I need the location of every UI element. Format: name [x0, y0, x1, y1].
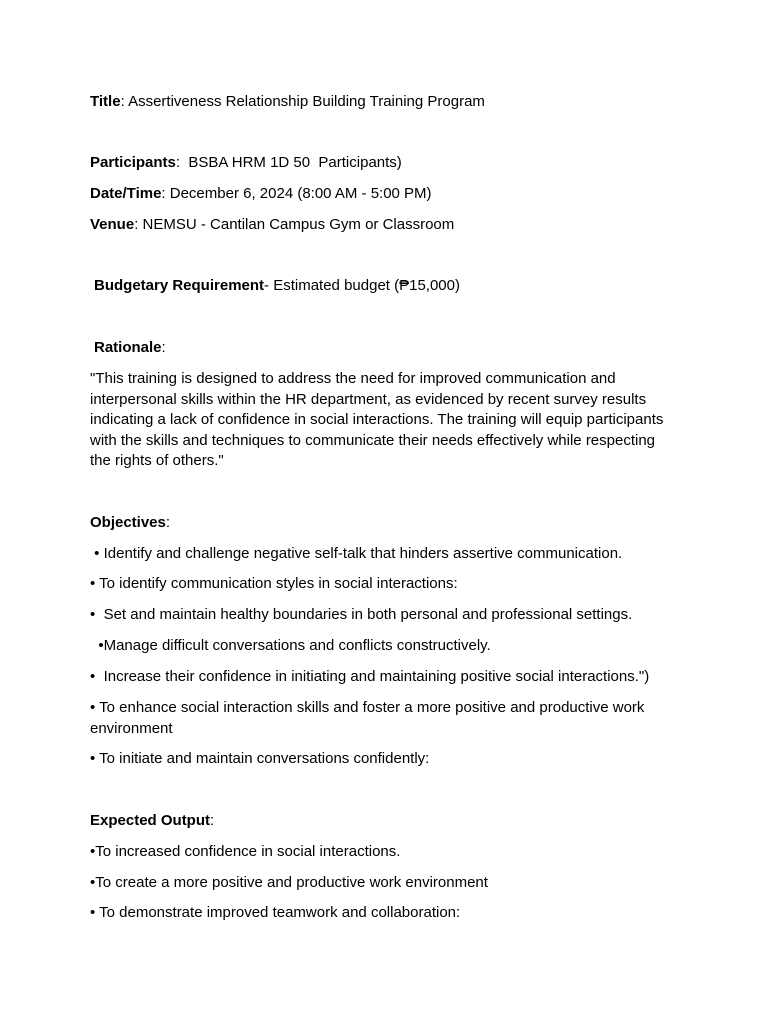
objective-item: • To initiate and maintain conversations confidently:	[90, 750, 430, 767]
objective-item: • Identify and challenge negative self-talk that hinders assertive communication.	[90, 545, 623, 562]
datetime-line	[90, 184, 690, 204]
objective-item: • Increase their confidence in initiating and maintaining positive social interactions.")	[90, 668, 650, 685]
rationale-heading	[94, 338, 694, 358]
datetime-label: Date/Time	[90, 185, 162, 202]
expected-output-label: Expected Output	[90, 812, 211, 829]
venue-label: Venue	[90, 216, 135, 233]
objective-item: • Set and maintain healthy boundaries in both personal and professional settings.	[90, 606, 633, 623]
venue-line	[90, 215, 690, 235]
rationale-colon: :	[161, 339, 166, 356]
objectives-label: Objectives	[90, 514, 166, 531]
datetime-value: : December 6, 2024 (8:00 AM - 5:00 PM)	[161, 185, 432, 202]
title-line	[90, 92, 690, 112]
rationale-text: "This training is designed to address the need for improved communication and interpersonal skills within the HR department, as evidenced by recent survey results indicating a lack of confidence in social interactions. The training will equip participants with the skills and techniques to communicate their needs effectively while respecting the rights of others."	[90, 370, 664, 469]
title-label: Title	[90, 93, 121, 110]
participants-label: Participants	[90, 154, 176, 171]
participants-value: : BSBA HRM 1D 50 Participants)	[175, 154, 402, 171]
objective-item: • To identify communication styles in social interactions:	[90, 575, 458, 592]
budget-line	[94, 276, 694, 296]
objectives-heading	[90, 513, 690, 533]
objectives-colon: :	[165, 514, 171, 531]
rationale-label: Rationale	[94, 339, 162, 356]
title-value: : Assertiveness Relationship Building Training Program	[120, 93, 485, 110]
expected-output-colon: :	[210, 812, 215, 829]
expected-output-heading	[90, 811, 690, 831]
budget-value: - Estimated budget (₱15,000)	[264, 277, 460, 294]
expected-output-item: •To increased confidence in social interactions.	[90, 843, 401, 860]
objective-item: • To enhance social interaction skills and foster a more positive and productive work environment	[90, 699, 645, 737]
objective-item: •Manage difficult conversations and conflicts constructively.	[90, 637, 491, 654]
venue-value: : NEMSU - Cantilan Campus Gym or Classroom	[134, 216, 455, 233]
participants-line	[90, 153, 690, 173]
expected-output-item: • To demonstrate improved teamwork and collaboration:	[90, 904, 461, 921]
expected-output-item: •To create a more positive and productive work environment	[90, 874, 488, 891]
budget-label: Budgetary Requirement	[94, 277, 265, 294]
